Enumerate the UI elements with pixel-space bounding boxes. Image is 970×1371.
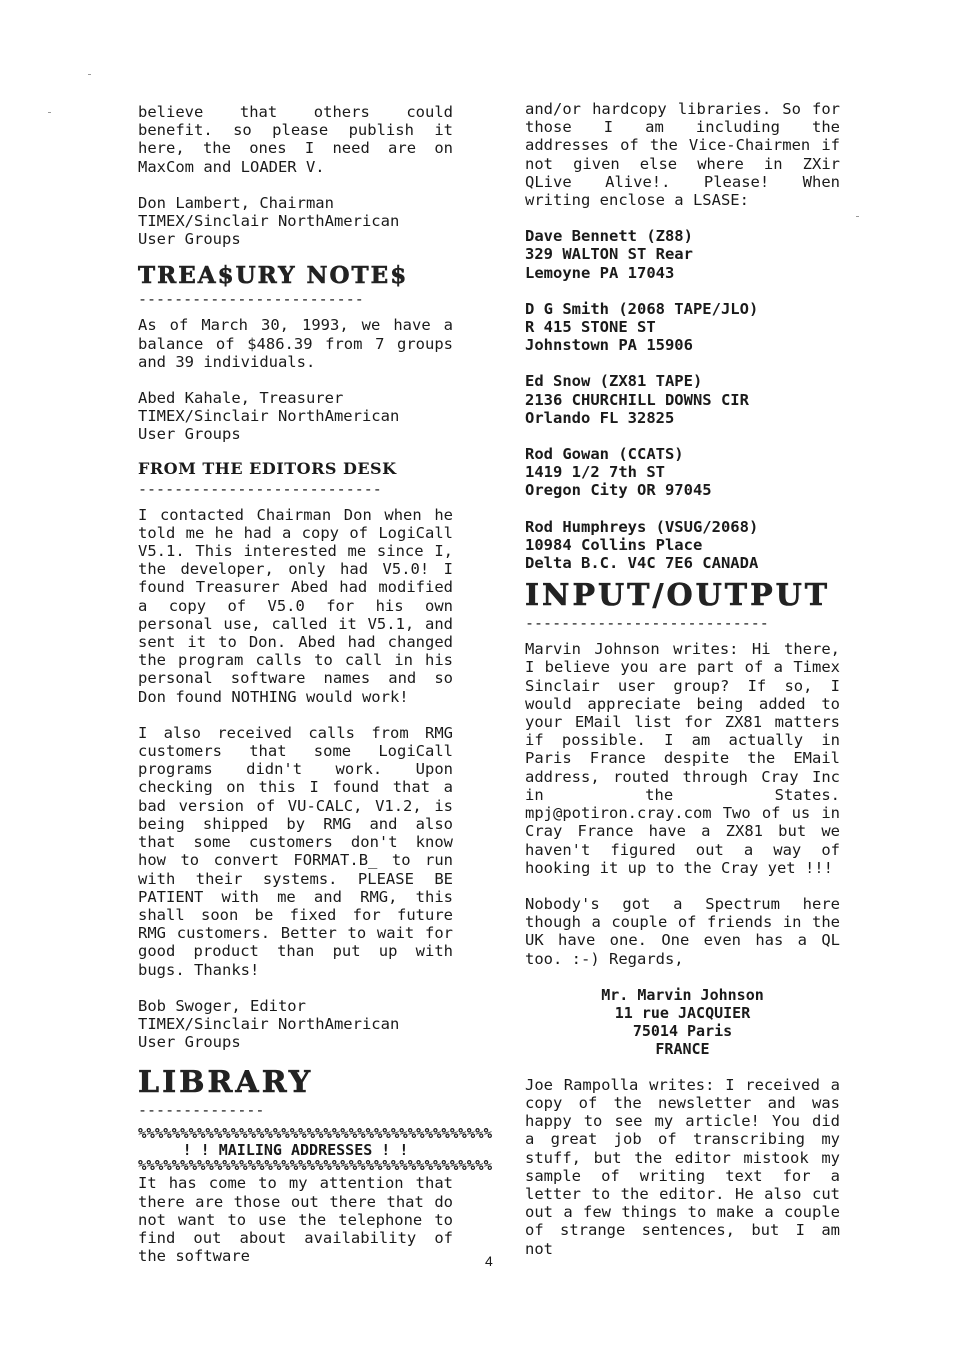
percent-divider-bottom: %%%%%%%%%%%%%%%%%%%%%%%%%%%%%%%%%%%%%%%%%% [138, 1158, 493, 1175]
library-paragraph: It has come to my attention that there are those out there that do not want to use the telephone to find out about availability of the software [138, 1174, 463, 1266]
treasury-rule: ------------------------- [138, 290, 364, 309]
scan-speck [856, 216, 859, 217]
editors-rule: --------------------------- [138, 479, 382, 498]
treasurer-signature: Abed Kahale, Treasurer TIMEX/Sinclair NorthAmerican User Groups [138, 389, 400, 444]
mailing-addresses-heading: ! ! MAILING ADDRESSES ! ! [182, 1141, 409, 1160]
address-block: Rod Gowan (CCATS) 1419 1/2 7th ST Oregon City OR 97045 [525, 445, 712, 500]
address-block: Dave Bennett (Z88) 329 WALTON ST Rear Lemoyne PA 17043 [525, 227, 693, 282]
address-block: Rod Humphreys (VSUG/2068) 10984 Collins Place Delta B.C. V4C 7E6 CANADA [525, 517, 759, 573]
right-column [525, 100, 850, 1276]
chairman-signature: Don Lambert, Chairman TIMEX/Sinclair NorthAmerican User Groups [138, 193, 400, 249]
scan-speck [88, 74, 91, 75]
io-paragraph-3: Joe Rampolla writes: I received a copy of the newsletter and was happy to see my article! You did a great job of transcribing my stuff, but the editor mistook my sample of writing text for a letter to the editor. He also cut out a few things to make a couple of strange sentences, but I am not [525, 1075, 850, 1258]
editors-desk-heading: FROM THE EDITORS DESK [138, 458, 397, 478]
scan-speck [48, 112, 51, 113]
io-paragraph-2: Nobody's got a Spectrum here though a couple of friends in the UK have one. One even has a QL too. :-) Regards, [525, 894, 850, 968]
address-block: D G Smith (2068 TAPE/JLO) R 415 STONE ST Johnstown PA 15906 [525, 299, 759, 355]
marvin-address: Mr. Marvin Johnson 11 rue JACQUIER 75014 Paris FRANCE [601, 985, 764, 1058]
libraries-paragraph: and/or hardcopy libraries. So for those I am including the addresses of the Vice-Chairmen if not given else where in ZXir QLive Alive!. Please! When writing enclose a LSASE: [525, 100, 850, 210]
page-number: 4 [485, 1253, 493, 1269]
editors-paragraph-1: I contacted Chairman Don when he told me he had a copy of LogiCall V5.1. This interested me since I, the developer, only had V5.0! I found Treasurer Abed had modified a copy of V5.0 for his own personal use, called it V5.1, and sent it to Don. Abed had changed the program calls to call in his personal software names and so Don found NOTHING would work! [138, 505, 463, 706]
left-column [138, 103, 493, 1283]
io-rule: --------------------------- [525, 614, 769, 633]
editor-signature: Bob Swoger, Editor TIMEX/Sinclair NorthAmerican User Groups [138, 996, 400, 1052]
treasury-paragraph: As of March 30, 1993, we have a balance of $486.39 from 7 groups and 39 individuals. [138, 316, 463, 371]
library-rule: -------------- [138, 1101, 265, 1120]
percent-divider-top: %%%%%%%%%%%%%%%%%%%%%%%%%%%%%%%%%%%%%%%%%% [138, 1126, 493, 1143]
input-output-heading: INPUT/OUTPUT [525, 578, 831, 614]
io-paragraph-1: Marvin Johnson writes: Hi there, I believe you are part of a Timex Sinclair user group? If so, I would appreciate being added to your EMail list for ZX81 matters if possible. I am actually in Paris France despite the EMail address, routed through Cray Inc in the States. mpj@potiron.cray.com Two of us in Cray France have a ZX81 but we haven't figured out a way of hooking it up to the Cray yet !!! [525, 640, 850, 877]
library-heading: LIBRARY [138, 1065, 314, 1101]
address-block: Ed Snow (ZX81 TAPE) 2136 CHURCHILL DOWNS CIR Orlando FL 32825 [525, 372, 749, 427]
editors-paragraph-2: I also received calls from RMG customers that some LogiCall programs didn't work. Upon checking on this I found that a bad version of VU-CALC, V1.2, is being shipped by RMG and also that some customers don't know how to convert FORMAT.B_ to run with their systems. PLEASE BE PATIENT with me and RMG, this shall soon be fixed for future RMG customers. Better to wait for good product than put up with bugs. Thanks! [138, 723, 463, 979]
treasury-notes-heading: TREA$URY NOTE$ [138, 262, 409, 290]
intro-paragraph: believe that others could benefit. so please publish it here, the ones I need are on MaxCom and LOADER V. [138, 103, 463, 176]
